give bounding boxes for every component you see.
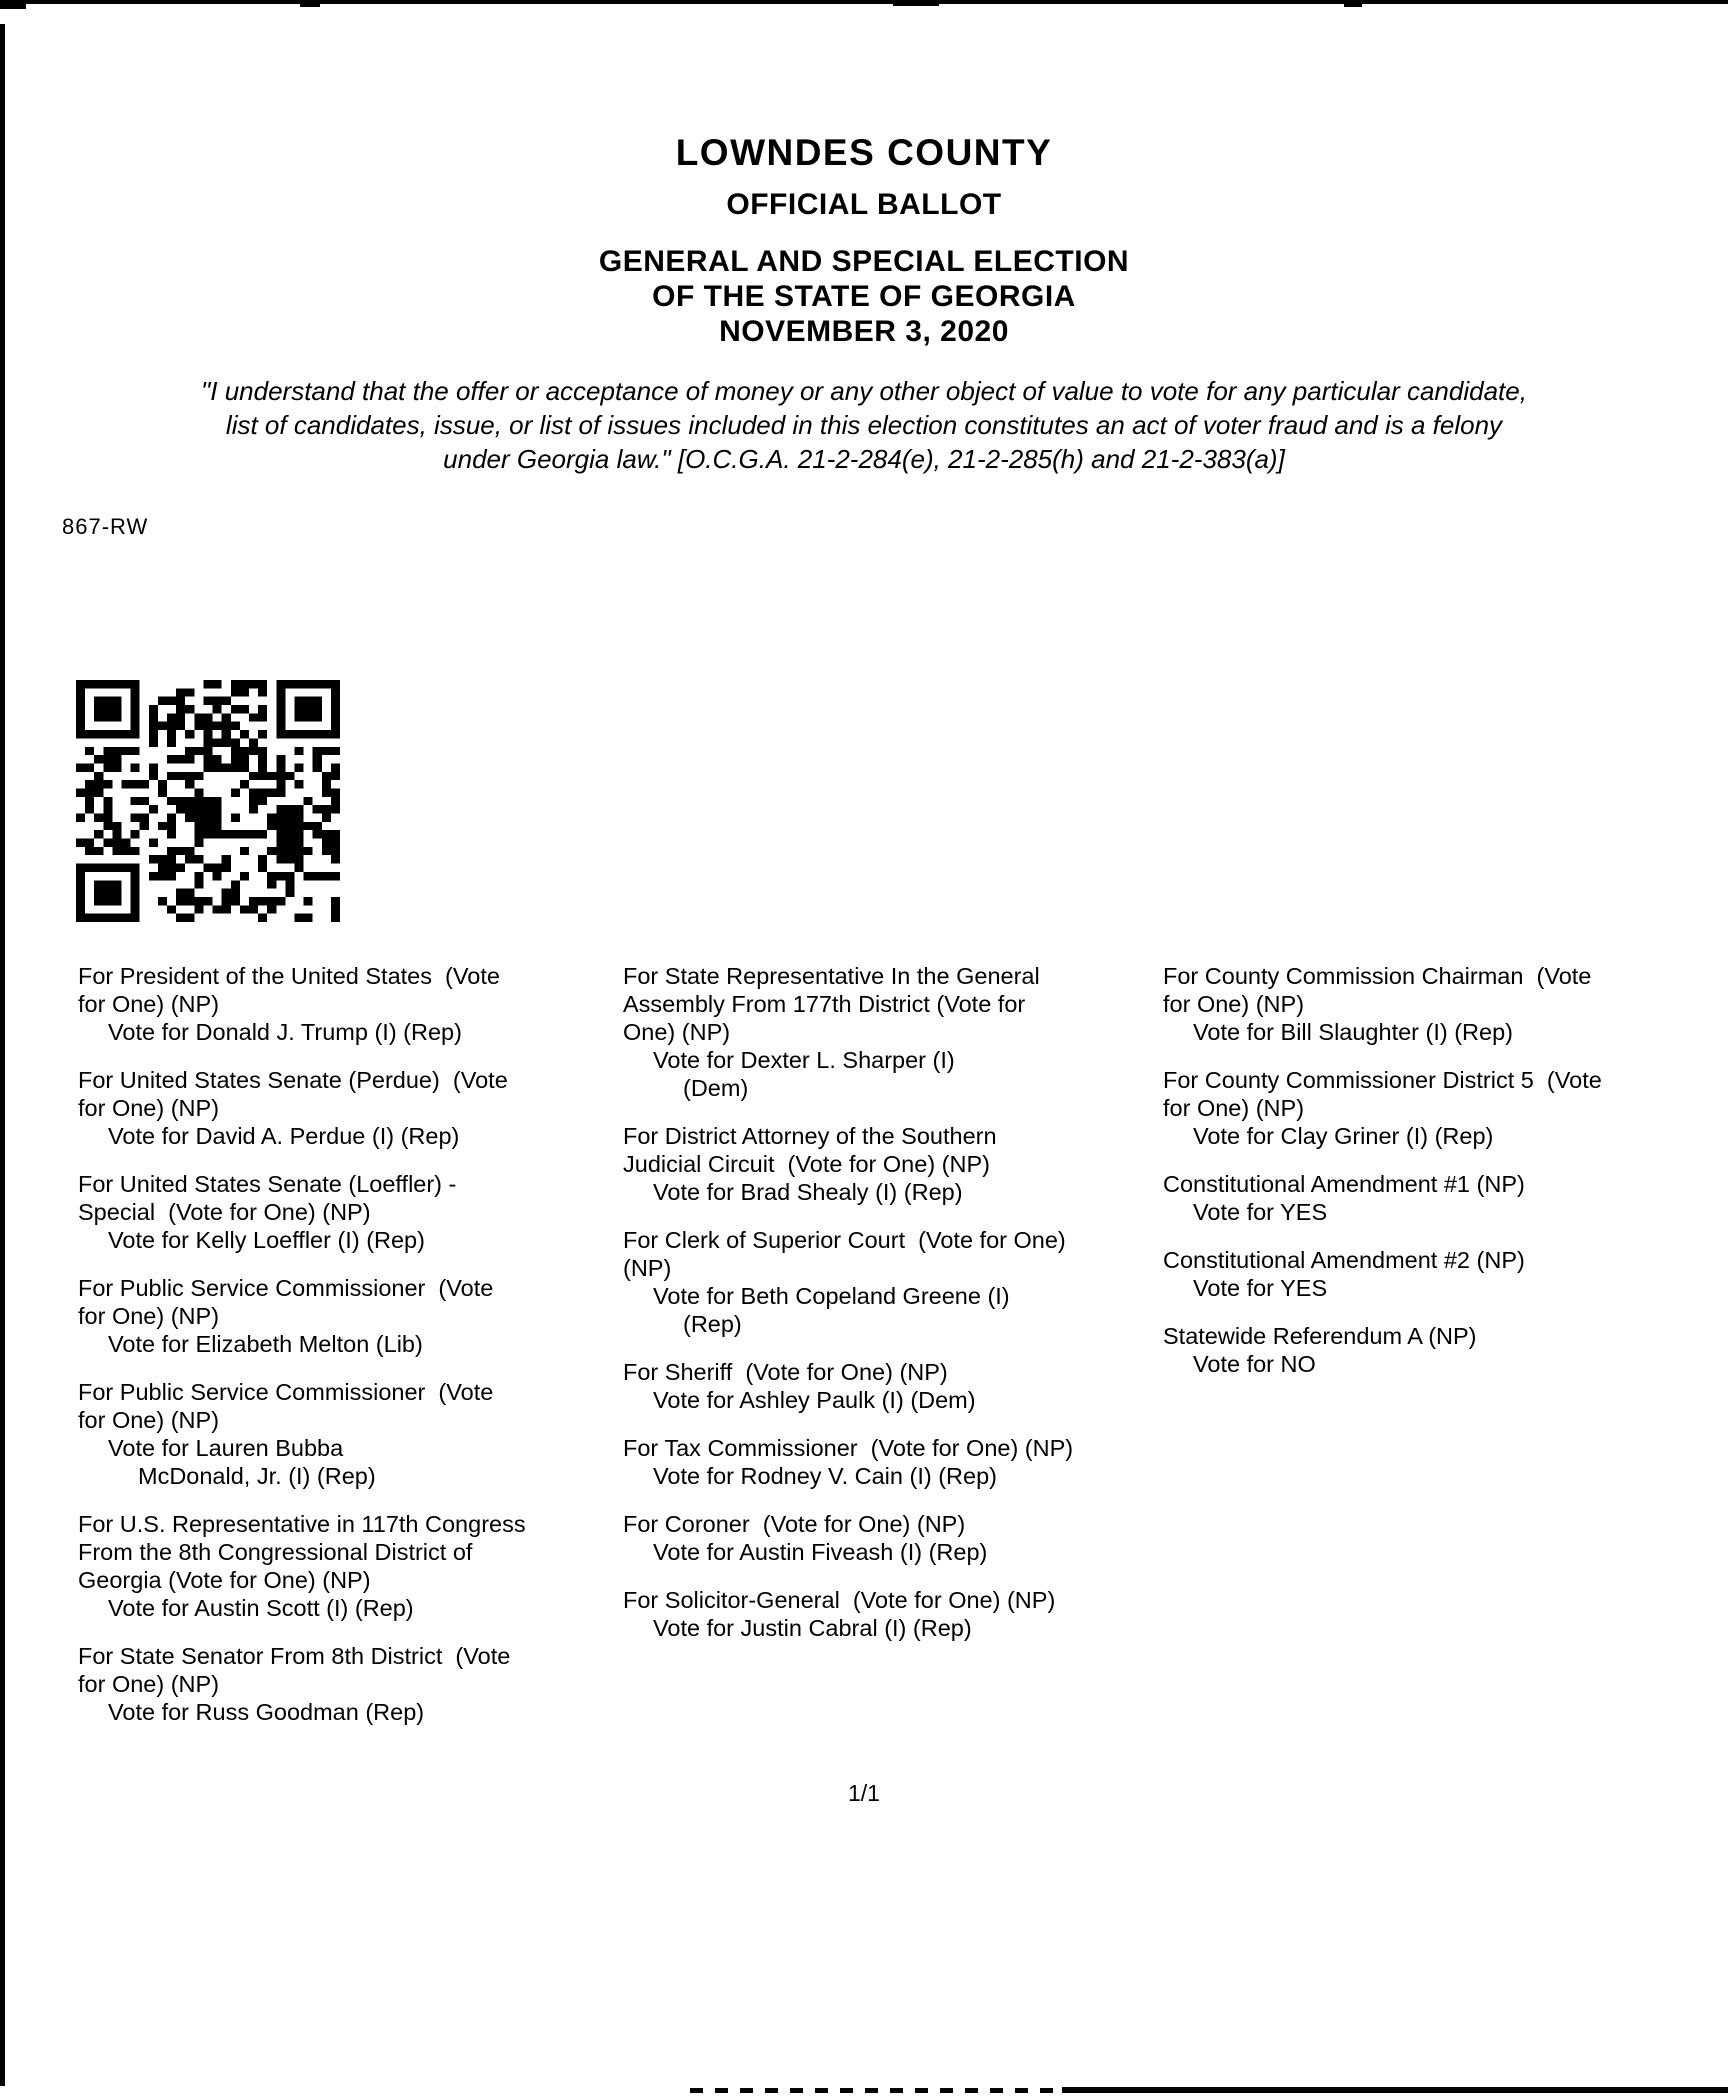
contest-vote-line: Vote for Kelly Loeffler (I) (Rep) — [108, 1227, 425, 1253]
disclaimer-line: "I understand that the offer or acceptance of money or any other object of value to vote for any particular candidate, — [201, 376, 1527, 406]
contest-title-line: Constitutional Amendment #1 (NP) — [1163, 1171, 1525, 1197]
contest-block — [623, 1226, 1163, 1338]
scan-artifact-blob — [0, 0, 26, 9]
contest-block — [623, 1434, 1163, 1490]
page-number: 1/1 — [848, 1780, 880, 1806]
contest-vote-line: Vote for YES — [1193, 1275, 1328, 1301]
scan-artifact-top-line — [0, 0, 1728, 4]
contest-block — [1163, 1322, 1728, 1378]
contest-vote-line: Vote for Donald J. Trump (I) (Rep) — [108, 1019, 462, 1045]
scan-artifact-blob — [893, 0, 939, 6]
contest-vote-line: Vote for David A. Perdue (I) (Rep) — [108, 1123, 460, 1149]
contest-vote-line: Vote for Dexter L. Sharper (I) — [653, 1047, 955, 1073]
contest-vote-line: Vote for Clay Griner (I) (Rep) — [1193, 1123, 1494, 1149]
contest-title-line: For United States Senate (Perdue) (Vote — [78, 1067, 508, 1093]
contest-title-line: for One) (NP) — [78, 1671, 220, 1697]
contest-vote-line: (Dem) — [683, 1075, 749, 1101]
voter-fraud-disclaimer — [0, 374, 1728, 476]
ballot-county-title: LOWNDES COUNTY — [675, 132, 1053, 173]
contest-block — [623, 1586, 1163, 1642]
contest-title-line: Statewide Referendum A (NP) — [1163, 1323, 1477, 1349]
contest-vote-line: Vote for Austin Fiveash (I) (Rep) — [653, 1539, 988, 1565]
contest-title-line: For State Senator From 8th District (Vote — [78, 1643, 511, 1669]
contest-block — [78, 1066, 623, 1150]
contest-vote-line: Vote for Austin Scott (I) (Rep) — [108, 1595, 414, 1621]
contest-block — [78, 1274, 623, 1358]
ballot-style-code: 867-RW — [62, 514, 149, 539]
contest-block — [1163, 1170, 1728, 1226]
disclaimer-line: list of candidates, issue, or list of issues included in this election constitutes an act of voter fraud and is a felony — [225, 410, 1503, 440]
contest-title-line: Special (Vote for One) (NP) — [78, 1199, 371, 1225]
contest-title-line: For Public Service Commissioner (Vote — [78, 1275, 494, 1301]
contest-vote-line: Vote for NO — [1193, 1351, 1316, 1377]
contest-title-line: For U.S. Representative in 117th Congress — [78, 1511, 526, 1537]
contest-title-line: One) (NP) — [623, 1019, 731, 1045]
disclaimer-line: under Georgia law." [O.C.G.A. 21-2-284(e), 21-2-285(h) and 21-2-383(a)] — [443, 444, 1285, 474]
contest-title-line: (NP) — [623, 1255, 672, 1281]
contest-title-line: for One) (NP) — [1163, 1095, 1305, 1121]
contest-block — [1163, 962, 1728, 1046]
contest-column — [78, 962, 623, 1746]
contest-vote-line: Vote for Rodney V. Cain (I) (Rep) — [653, 1463, 997, 1489]
contest-block — [78, 962, 623, 1046]
contest-vote-line: (Rep) — [683, 1311, 742, 1337]
contest-block — [1163, 1066, 1728, 1150]
election-title — [0, 244, 1728, 349]
contest-block — [78, 1378, 623, 1490]
contest-title-line: for One) (NP) — [78, 1095, 220, 1121]
contest-title-line: For Tax Commissioner (Vote for One) (NP) — [623, 1435, 1074, 1461]
contest-title-line: For Public Service Commissioner (Vote — [78, 1379, 494, 1405]
contest-vote-line: McDonald, Jr. (I) (Rep) — [138, 1463, 376, 1489]
contest-title-line: for One) (NP) — [78, 991, 220, 1017]
contest-title-line: Judicial Circuit (Vote for One) (NP) — [623, 1151, 990, 1177]
contest-block — [78, 1642, 623, 1726]
contest-block — [78, 1170, 623, 1254]
contest-vote-line: Vote for Ashley Paulk (I) (Dem) — [653, 1387, 976, 1413]
contest-vote-line: Vote for Lauren Bubba — [108, 1435, 344, 1461]
contest-title-line: For Solicitor-General (Vote for One) (NP) — [623, 1587, 1056, 1613]
contest-vote-line: Vote for Russ Goodman (Rep) — [108, 1699, 425, 1725]
contest-title-line: Georgia (Vote for One) (NP) — [78, 1567, 371, 1593]
contest-title-line: For District Attorney of the Southern — [623, 1123, 997, 1149]
contest-title-line: For Coroner (Vote for One) (NP) — [623, 1511, 966, 1537]
scan-artifact-bottom-line — [1062, 2087, 1728, 2093]
ballot-type-title: OFFICIAL BALLOT — [726, 188, 1002, 221]
contest-column — [1163, 962, 1728, 1746]
contest-block — [1163, 1246, 1728, 1302]
qr-code-icon — [76, 680, 340, 922]
contest-title-line: For United States Senate (Loeffler) - — [78, 1171, 457, 1197]
scan-artifact-bottom-dashes — [690, 2088, 1070, 2093]
contest-title-line: Assembly From 177th District (Vote for — [623, 991, 1026, 1017]
contest-block — [623, 1122, 1163, 1206]
election-title-line: GENERAL AND SPECIAL ELECTION — [598, 245, 1130, 278]
contest-block — [623, 962, 1163, 1102]
contest-title-line: For County Commission Chairman (Vote — [1163, 963, 1592, 989]
contest-title-line: For Clerk of Superior Court (Vote for One) — [623, 1227, 1066, 1253]
contest-vote-line: Vote for Justin Cabral (I) (Rep) — [653, 1615, 972, 1641]
contest-title-line: Constitutional Amendment #2 (NP) — [1163, 1247, 1525, 1273]
contest-title-line: From the 8th Congressional District of — [78, 1539, 473, 1565]
contest-block — [78, 1510, 623, 1622]
contest-vote-line: Vote for Beth Copeland Greene (I) — [653, 1283, 1010, 1309]
contest-vote-line: Vote for Elizabeth Melton (Lib) — [108, 1331, 423, 1357]
contest-title-line: for One) (NP) — [78, 1407, 220, 1433]
contest-title-line: For Sheriff (Vote for One) (NP) — [623, 1359, 948, 1385]
contest-block — [623, 1510, 1163, 1566]
contest-title-line: For County Commissioner District 5 (Vote — [1163, 1067, 1602, 1093]
contest-vote-line: Vote for Brad Shealy (I) (Rep) — [653, 1179, 963, 1205]
contest-vote-line: Vote for YES — [1193, 1199, 1328, 1225]
contest-title-line: For President of the United States (Vote — [78, 963, 500, 989]
scan-artifact-blob — [300, 0, 320, 7]
contest-column — [623, 962, 1163, 1746]
contests-columns — [78, 962, 1728, 1746]
contest-vote-line: Vote for Bill Slaughter (I) (Rep) — [1193, 1019, 1513, 1045]
election-title-line: OF THE STATE OF GEORGIA — [652, 280, 1076, 313]
scan-artifact-blob — [1344, 0, 1362, 7]
contest-title-line: For State Representative In the General — [623, 963, 1040, 989]
contest-title-line: for One) (NP) — [78, 1303, 220, 1329]
contest-block — [623, 1358, 1163, 1414]
contest-title-line: for One) (NP) — [1163, 991, 1305, 1017]
election-title-line: NOVEMBER 3, 2020 — [719, 315, 1009, 348]
